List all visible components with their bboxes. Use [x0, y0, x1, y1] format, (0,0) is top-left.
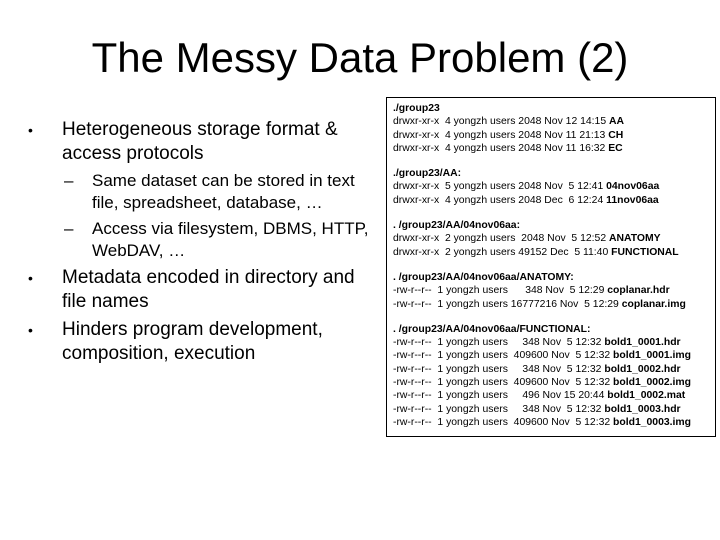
- listing-attrs: -rw-r--r-- 1 yongzh users 409600 Nov 5 12:32: [393, 377, 614, 389]
- listing-row: [393, 232, 709, 245]
- listing-attrs: drwxr-xr-x 4 yongzh users 2048 Nov 12 14:15: [393, 116, 609, 128]
- listing-filename: bold1_0003.hdr: [604, 403, 681, 415]
- listing-filename: FUNCTIONAL: [611, 246, 679, 258]
- listing-row: [393, 142, 709, 155]
- bullet-dot-icon: •: [28, 322, 33, 338]
- listing-row: [393, 349, 709, 362]
- listing-header: ./group23: [393, 103, 440, 114]
- bullet-list: [28, 118, 380, 370]
- listing-header: . /group23/AA/04nov06aa:: [393, 220, 521, 232]
- dash-icon: –: [64, 171, 74, 190]
- listing-filename: bold1_0003.img: [613, 416, 691, 428]
- bullet-item: [28, 318, 380, 366]
- listing-filename: bold1_0002.hdr: [604, 363, 681, 375]
- listing-filename: CH: [608, 129, 624, 141]
- bullet-text: Metadata encoded in directory and file names: [62, 267, 355, 312]
- listing-header: . /group23/AA/04nov06aa/FUNCTIONAL:: [393, 323, 591, 335]
- sub-bullet-text: Access via filesystem, DBMS, HTTP, WebDAV, …: [92, 219, 369, 260]
- listing-row: [393, 389, 709, 402]
- listing-row: [393, 194, 709, 207]
- listing-attrs: drwxr-xr-x 5 yongzh users 2048 Nov 5 12:41: [393, 181, 607, 193]
- listing-attrs: drwxr-xr-x 4 yongzh users 2048 Nov 11 16:32: [393, 142, 609, 154]
- listing-block: [393, 102, 709, 155]
- listing-filename: bold1_0001.img: [613, 350, 691, 362]
- bullet-dot-icon: •: [28, 270, 33, 286]
- listing-header: . /group23/AA/04nov06aa/ANATOMY:: [393, 271, 574, 283]
- listing-attrs: drwxr-xr-x 2 yongzh users 2048 Nov 5 12:52: [393, 233, 609, 245]
- bullet-item: [28, 118, 380, 166]
- listing-attrs: -rw-r--r-- 1 yongzh users 348 Nov 5 12:32: [393, 363, 605, 375]
- listing-attrs: -rw-r--r-- 1 yongzh users 409600 Nov 5 12:32: [393, 416, 614, 428]
- listing-row: [393, 416, 709, 429]
- listing-filename: ANATOMY: [609, 233, 661, 245]
- listing-block: [393, 219, 709, 259]
- listing-block: [393, 323, 709, 429]
- bullet-text: Hinders program development, composition, execution: [62, 319, 323, 364]
- sub-bullet-item: [64, 218, 380, 262]
- listing-row: [393, 180, 709, 193]
- bullet-dot-icon: •: [28, 122, 33, 138]
- listing-attrs: -rw-r--r-- 1 yongzh users 496 Nov 15 20:44: [393, 390, 608, 402]
- listing-attrs: drwxr-xr-x 4 yongzh users 2048 Dec 6 12:24: [393, 194, 607, 206]
- listing-filename: bold1_0002.mat: [607, 390, 686, 402]
- listing-row: [393, 284, 709, 297]
- listing-header: ./group23/AA:: [393, 168, 462, 180]
- listing-filename: coplanar.img: [621, 298, 686, 310]
- listing-attrs: drwxr-xr-x 4 yongzh users 2048 Nov 11 21:13: [393, 129, 609, 141]
- listing-attrs: -rw-r--r-- 1 yongzh users 409600 Nov 5 12:32: [393, 350, 614, 362]
- sub-bullet-text: Same dataset can be stored in text file, spreadsheet, database, …: [92, 171, 355, 212]
- listing-row: [393, 298, 709, 311]
- directory-listing-panel: [386, 97, 716, 437]
- bullet-item: [28, 266, 380, 314]
- slide-title: The Messy Data Problem (2): [91, 34, 629, 81]
- sub-bullet-item: [64, 170, 380, 214]
- listing-row: [393, 376, 709, 389]
- listing-attrs: -rw-r--r-- 1 yongzh users 348 Nov 5 12:32: [393, 403, 605, 415]
- listing-block: [393, 271, 709, 311]
- listing-filename: bold1_0002.img: [613, 377, 691, 389]
- listing-filename: 04nov06aa: [606, 181, 660, 193]
- listing-row: [393, 115, 709, 128]
- listing-row: [393, 129, 709, 142]
- listing-filename: coplanar.hdr: [607, 285, 670, 297]
- listing-attrs: drwxr-xr-x 2 yongzh users 49152 Dec 5 11:40: [393, 246, 612, 258]
- listing-attrs: -rw-r--r-- 1 yongzh users 348 Nov 5 12:32: [393, 337, 605, 349]
- listing-row: [393, 363, 709, 376]
- listing-row: [393, 246, 709, 259]
- listing-attrs: -rw-r--r-- 1 yongzh users 348 Nov 5 12:29: [393, 285, 608, 297]
- listing-attrs: -rw-r--r-- 1 yongzh users 16777216 Nov 5 12:29: [393, 298, 622, 310]
- listing-block: [393, 167, 709, 207]
- listing-filename: EC: [608, 142, 623, 154]
- bullet-text: Heterogeneous storage format & access protocols: [62, 119, 338, 164]
- listing-filename: 11nov06aa: [606, 194, 659, 206]
- listing-filename: AA: [609, 116, 625, 128]
- listing-filename: bold1_0001.hdr: [604, 337, 681, 349]
- listing-row: [393, 336, 709, 349]
- dash-icon: –: [64, 219, 74, 238]
- listing-row: [393, 403, 709, 416]
